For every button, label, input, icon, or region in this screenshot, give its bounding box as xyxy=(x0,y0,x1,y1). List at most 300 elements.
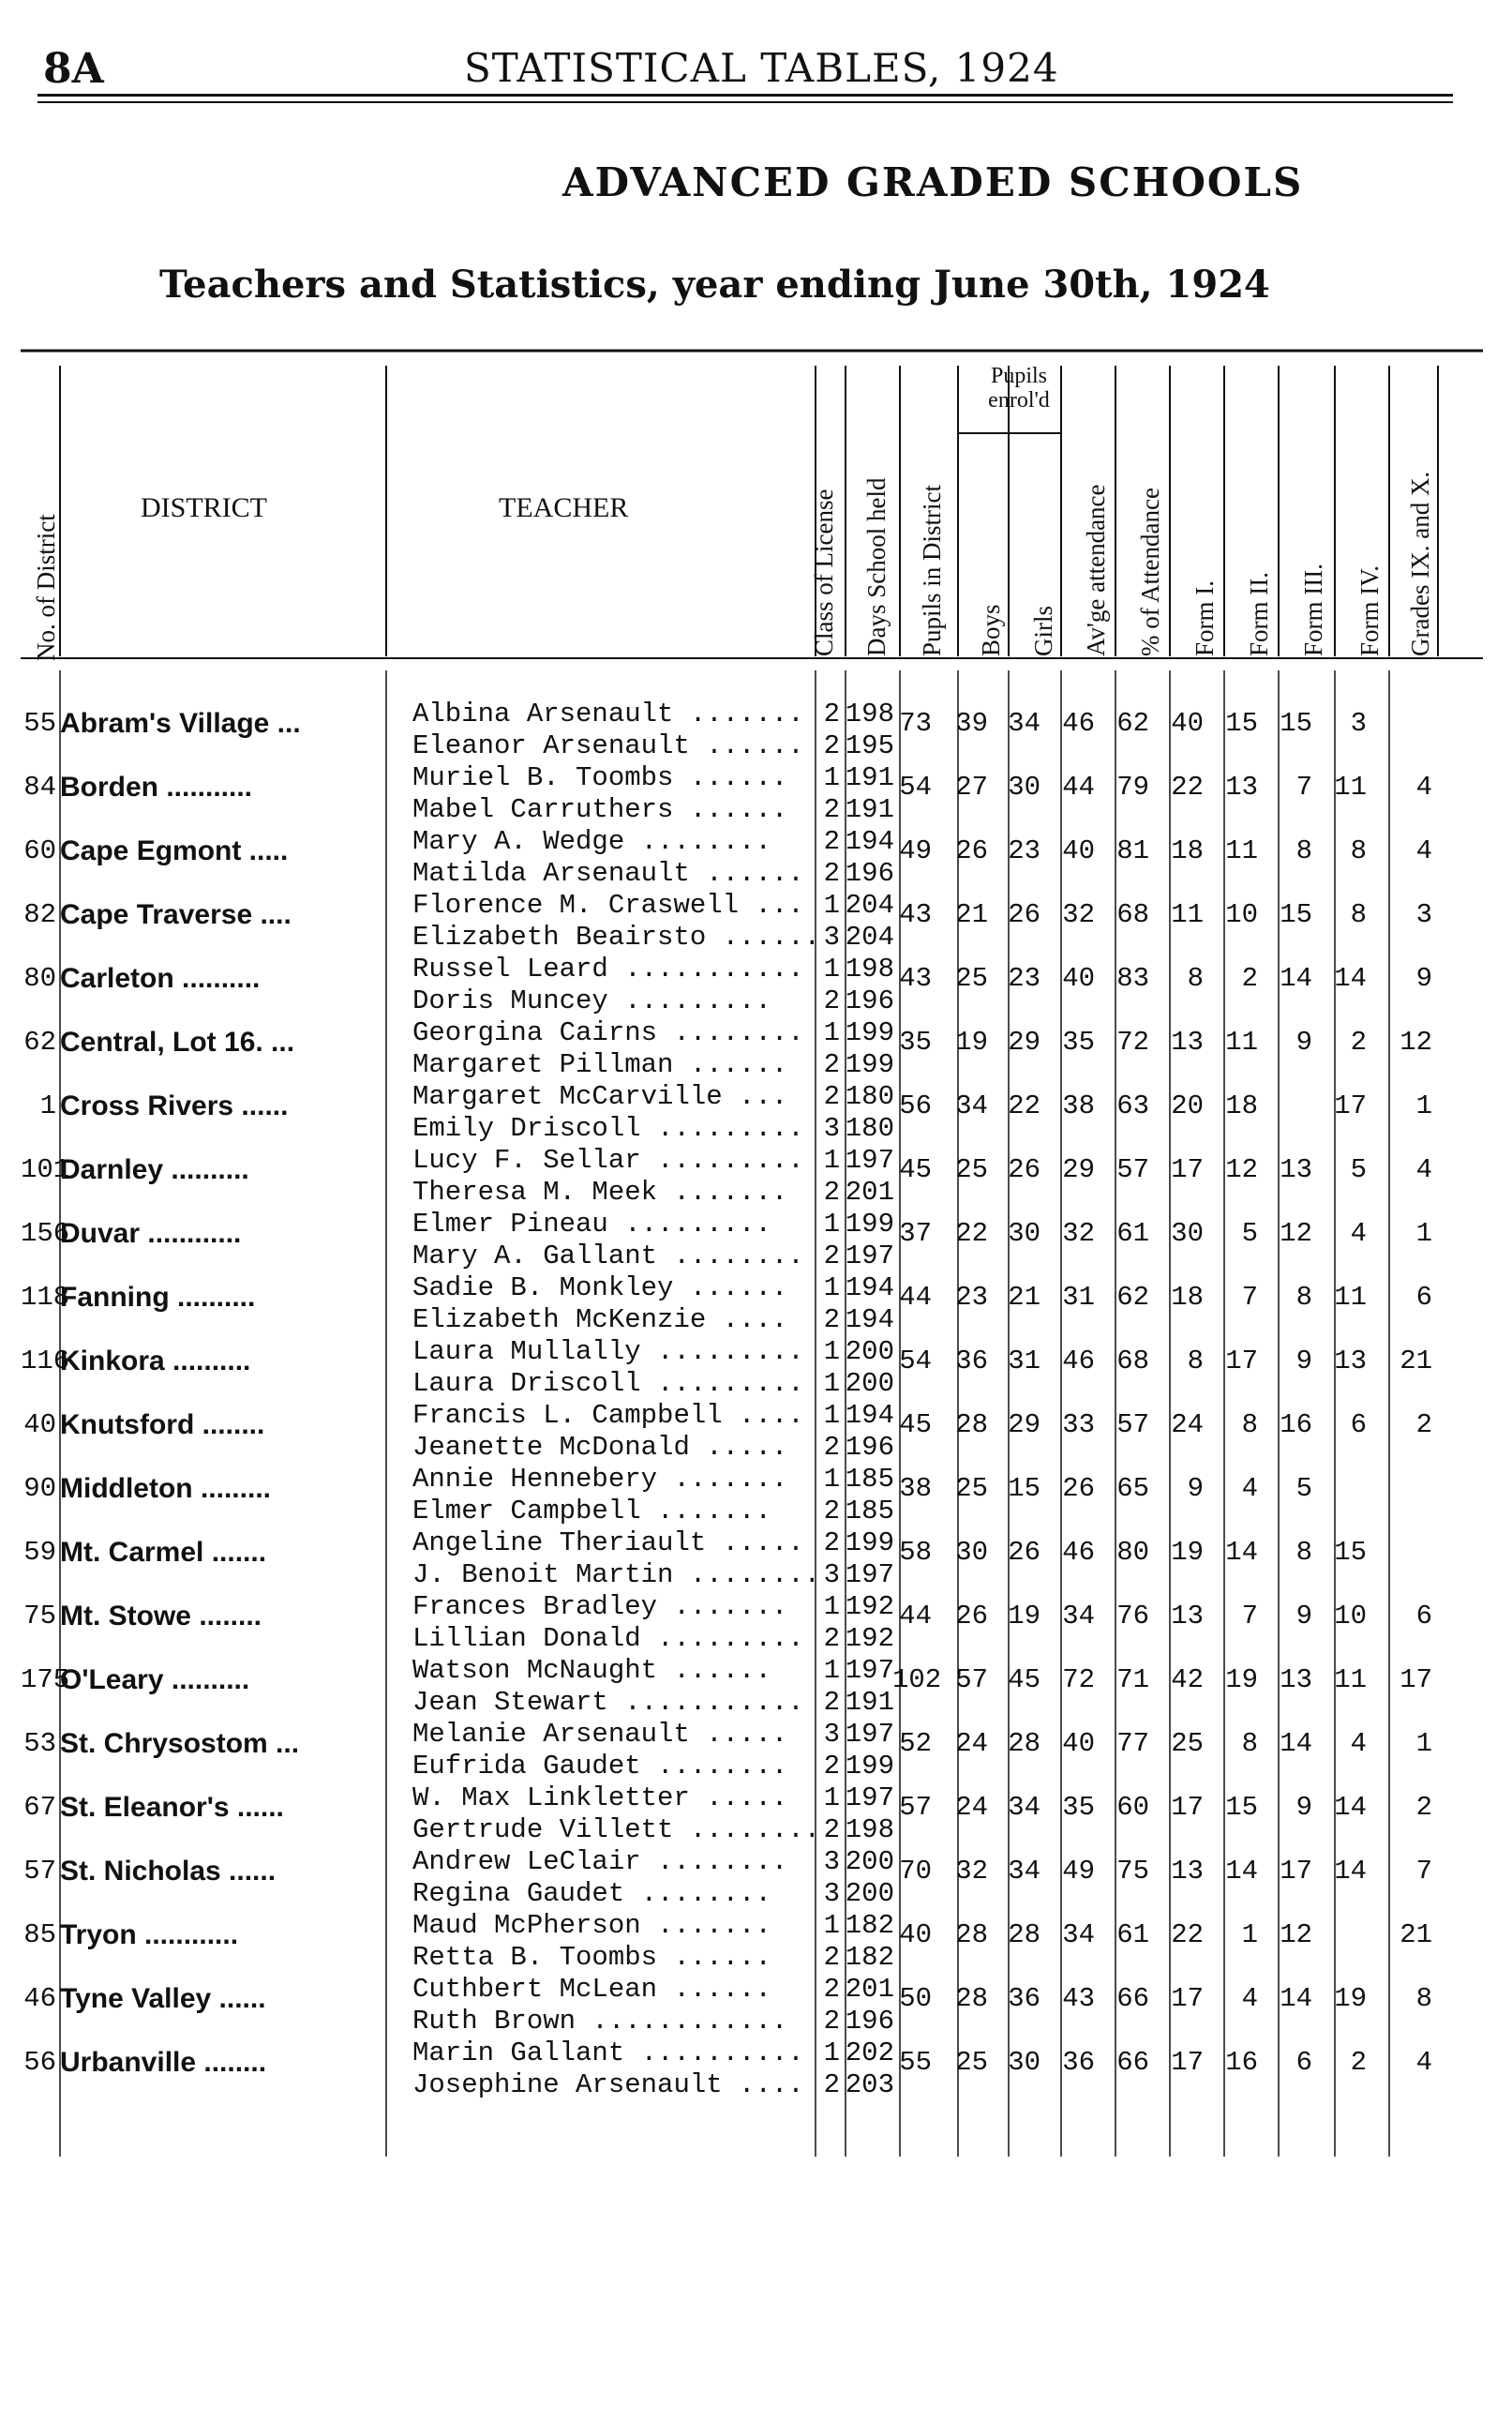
cell-pct: 62 xyxy=(1116,1282,1149,1313)
cell-teacher: Melanie Arsenault ..... xyxy=(412,1719,788,1750)
cell-f4: 5 xyxy=(1350,1154,1367,1185)
cell-teacher: W. Max Linkletter ..... xyxy=(412,1782,788,1813)
cell-f1: 11 xyxy=(1171,899,1204,930)
cell-f4: 2 xyxy=(1350,1027,1367,1058)
table-row xyxy=(21,2038,1483,2111)
cell-teacher: Lillian Donald ......... xyxy=(412,1623,804,1654)
cell-license: 1 xyxy=(823,1209,840,1240)
cell-pupils: 50 xyxy=(899,1983,932,2014)
cell-days: 192 xyxy=(845,1591,894,1622)
cell-days: 198 xyxy=(845,954,894,985)
cell-pct: 57 xyxy=(1116,1409,1149,1440)
cell-f2: 15 xyxy=(1225,708,1258,739)
cell-f4: 10 xyxy=(1334,1601,1367,1632)
cell-boys: 26 xyxy=(955,1601,988,1632)
cell-f1: 19 xyxy=(1171,1537,1204,1568)
cell-days: 192 xyxy=(845,1623,894,1654)
col-header-district: DISTRICT xyxy=(141,492,267,523)
cell-pct: 80 xyxy=(1116,1537,1149,1568)
cell-days: 197 xyxy=(845,1559,894,1590)
cell-teacher: Francis L. Campbell .... xyxy=(412,1400,804,1431)
cell-license: 1 xyxy=(823,890,840,921)
cell-boys: 34 xyxy=(955,1090,988,1121)
cell-boys: 21 xyxy=(955,899,988,930)
cell-f2: 7 xyxy=(1241,1601,1258,1632)
cell-f2: 18 xyxy=(1225,1090,1258,1121)
cell-teacher: Margaret McCarville ... xyxy=(412,1081,788,1112)
cell-teacher: Jeanette McDonald ..... xyxy=(412,1432,788,1463)
cell-f4: 2 xyxy=(1350,2047,1367,2078)
cell-teacher: Doris Muncey ......... xyxy=(412,985,771,1016)
section-heading: ADVANCED GRADED SCHOOLS xyxy=(562,159,1304,205)
cell-avg: 35 xyxy=(1062,1792,1095,1823)
cell-girls: 23 xyxy=(1008,835,1040,866)
cell-f1: 22 xyxy=(1171,772,1204,803)
cell-pct: 75 xyxy=(1116,1856,1149,1887)
cell-license: 1 xyxy=(823,2038,840,2068)
cell-boys: 23 xyxy=(955,1282,988,1313)
cell-f2: 16 xyxy=(1225,2047,1258,2078)
cell-boys: 27 xyxy=(955,772,988,803)
cell-f2: 10 xyxy=(1225,899,1258,930)
cell-pupils: 45 xyxy=(899,1154,932,1185)
cell-teacher: Regina Gaudet ........ xyxy=(412,1878,771,1909)
cell-name: Cape Egmont ..... xyxy=(60,835,289,866)
cell-f3: 7 xyxy=(1295,772,1312,803)
cell-f3: 14 xyxy=(1280,963,1312,994)
cell-days: 203 xyxy=(845,2069,894,2100)
cell-f3: 8 xyxy=(1295,1537,1312,1568)
cell-f4: 15 xyxy=(1334,1537,1367,1568)
cell-g9: 4 xyxy=(1415,772,1432,803)
cell-avg: 43 xyxy=(1062,1983,1095,2014)
cell-f4: 8 xyxy=(1350,899,1367,930)
cell-f2: 4 xyxy=(1241,1473,1258,1504)
cell-name: Urbanville ........ xyxy=(60,2047,267,2078)
cell-days: 182 xyxy=(845,1910,894,1941)
cell-name: St. Chrysostom ... xyxy=(60,1728,300,1759)
cell-boys: 57 xyxy=(955,1664,988,1695)
cell-f4: 11 xyxy=(1334,772,1367,803)
cell-f1: 17 xyxy=(1171,2047,1204,2078)
cell-girls: 30 xyxy=(1008,2047,1040,2078)
cell-license: 2 xyxy=(823,1081,840,1112)
cell-teacher: Emily Driscoll ......... xyxy=(412,1113,804,1144)
cell-f4: 3 xyxy=(1350,708,1367,739)
cell-f2: 1 xyxy=(1241,1919,1258,1950)
section-subheading: Teachers and Statistics, year ending June 30th, 1924 xyxy=(159,263,1270,307)
cell-teacher: Georgina Cairns ........ xyxy=(412,1017,804,1048)
cell-f1: 18 xyxy=(1171,1282,1204,1313)
cell-girls: 34 xyxy=(1008,1792,1040,1823)
cell-pct: 61 xyxy=(1116,1218,1149,1249)
cell-pct: 71 xyxy=(1116,1664,1149,1695)
cell-days: 195 xyxy=(845,730,894,761)
cell-license: 1 xyxy=(823,1400,840,1431)
cell-f3: 15 xyxy=(1280,899,1312,930)
cell-pupils: 38 xyxy=(899,1473,932,1504)
cell-days: 185 xyxy=(845,1464,894,1495)
cell-pupils: 37 xyxy=(899,1218,932,1249)
cell-license: 1 xyxy=(823,1591,840,1622)
cell-no: 175 xyxy=(21,1664,70,1695)
col-header-days: Days School held xyxy=(862,477,891,656)
cell-girls: 28 xyxy=(1008,1728,1040,1759)
cell-girls: 26 xyxy=(1008,1154,1040,1185)
cell-teacher: Laura Mullally ......... xyxy=(412,1336,804,1367)
cell-name: Tryon ............ xyxy=(60,1919,239,1950)
cell-f3: 8 xyxy=(1295,835,1312,866)
cell-license: 1 xyxy=(823,1910,840,1941)
cell-pupils: 43 xyxy=(899,899,932,930)
cell-f3: 13 xyxy=(1280,1154,1312,1185)
cell-f4: 17 xyxy=(1334,1090,1367,1121)
cell-license: 3 xyxy=(823,1113,840,1144)
cell-teacher: Elizabeth Beairsto ...... xyxy=(412,922,821,953)
cell-license: 2 xyxy=(823,985,840,1016)
cell-avg: 44 xyxy=(1062,772,1095,803)
cell-g9: 21 xyxy=(1400,1346,1432,1376)
cell-f1: 8 xyxy=(1187,963,1204,994)
cell-license: 1 xyxy=(823,762,840,793)
cell-f3: 6 xyxy=(1295,2047,1312,2078)
cell-pupils: 55 xyxy=(899,2047,932,2078)
cell-avg: 35 xyxy=(1062,1027,1095,1058)
cell-f1: 8 xyxy=(1187,1346,1204,1376)
cell-g9: 4 xyxy=(1415,835,1432,866)
col-header-boys: Boys xyxy=(977,604,1005,656)
cell-avg: 40 xyxy=(1062,835,1095,866)
cell-f1: 25 xyxy=(1171,1728,1204,1759)
cell-days: 199 xyxy=(845,1527,894,1558)
cell-days: 191 xyxy=(845,762,894,793)
cell-pct: 68 xyxy=(1116,899,1149,930)
cell-f3: 12 xyxy=(1280,1919,1312,1950)
cell-pupils: 44 xyxy=(899,1601,932,1632)
cell-license: 2 xyxy=(823,1304,840,1335)
col-header-avg: Av'ge attendance xyxy=(1082,484,1110,656)
col-header-pupils: Pupils in District xyxy=(918,484,946,656)
cell-girls: 30 xyxy=(1008,772,1040,803)
cell-pupils: 49 xyxy=(899,835,932,866)
cell-f3: 5 xyxy=(1295,1473,1312,1504)
cell-name: Abram's Village ... xyxy=(60,708,301,739)
cell-pupils: 54 xyxy=(899,1346,932,1376)
cell-avg: 46 xyxy=(1062,708,1095,739)
cell-license: 1 xyxy=(823,1017,840,1048)
cell-girls: 29 xyxy=(1008,1027,1040,1058)
cell-name: O'Leary .......... xyxy=(60,1664,250,1695)
cell-f2: 11 xyxy=(1225,835,1258,866)
cell-teacher: Muriel B. Toombs ...... xyxy=(412,762,788,793)
cell-pupils: 43 xyxy=(899,963,932,994)
cell-days: 199 xyxy=(845,1017,894,1048)
cell-pct: 83 xyxy=(1116,963,1149,994)
cell-pct: 57 xyxy=(1116,1154,1149,1185)
cell-avg: 46 xyxy=(1062,1346,1095,1376)
cell-f3: 12 xyxy=(1280,1218,1312,1249)
cell-no: 82 xyxy=(23,899,56,930)
cell-avg: 33 xyxy=(1062,1409,1095,1440)
cell-days: 185 xyxy=(845,1496,894,1526)
cell-f2: 5 xyxy=(1241,1218,1258,1249)
cell-girls: 45 xyxy=(1008,1664,1040,1695)
cell-f1: 13 xyxy=(1171,1601,1204,1632)
cell-days: 197 xyxy=(845,1782,894,1813)
cell-teacher: Mary A. Wedge ........ xyxy=(412,826,771,857)
cell-name: Mt. Carmel ....... xyxy=(60,1537,267,1568)
cell-license: 2 xyxy=(823,730,840,761)
cell-name: Knutsford ........ xyxy=(60,1409,265,1440)
cell-boys: 28 xyxy=(955,1409,988,1440)
cell-license: 1 xyxy=(823,954,840,985)
cell-teacher: Florence M. Craswell ... xyxy=(412,890,804,921)
cell-days: 197 xyxy=(845,1241,894,1271)
cell-license: 2 xyxy=(823,1974,840,2005)
cell-g9: 3 xyxy=(1415,899,1432,930)
cell-no: 84 xyxy=(23,772,56,803)
cell-teacher: Andrew LeClair ........ xyxy=(412,1846,788,1877)
col-header-f2: Form II. xyxy=(1245,572,1273,656)
cell-name: St. Nicholas ...... xyxy=(60,1856,277,1887)
cell-f4: 11 xyxy=(1334,1282,1367,1313)
cell-days: 194 xyxy=(845,826,894,857)
cell-teacher: Annie Hennebery ....... xyxy=(412,1464,788,1495)
cell-boys: 32 xyxy=(955,1856,988,1887)
cell-no: 85 xyxy=(23,1919,56,1950)
cell-f3: 16 xyxy=(1280,1409,1312,1440)
cell-name: Borden ........... xyxy=(60,772,253,803)
cell-boys: 26 xyxy=(955,835,988,866)
statistics-table xyxy=(21,347,1483,2203)
cell-license: 2 xyxy=(823,1049,840,1080)
cell-f1: 13 xyxy=(1171,1027,1204,1058)
cell-days: 198 xyxy=(845,1814,894,1845)
col-header-f4: Form IV. xyxy=(1355,564,1384,656)
cell-f3: 17 xyxy=(1280,1856,1312,1887)
cell-g9: 17 xyxy=(1400,1664,1432,1695)
cell-avg: 40 xyxy=(1062,1728,1095,1759)
cell-f2: 14 xyxy=(1225,1856,1258,1887)
cell-avg: 34 xyxy=(1062,1601,1095,1632)
cell-days: 194 xyxy=(845,1400,894,1431)
cell-girls: 34 xyxy=(1008,1856,1040,1887)
cell-f3: 14 xyxy=(1280,1728,1312,1759)
cell-pct: 66 xyxy=(1116,2047,1149,2078)
cell-g9: 4 xyxy=(1415,1154,1432,1185)
cell-license: 1 xyxy=(823,1368,840,1399)
cell-f1: 9 xyxy=(1187,1473,1204,1504)
cell-no: 118 xyxy=(21,1282,70,1313)
cell-license: 3 xyxy=(823,922,840,953)
cell-teacher: Watson McNaught ...... xyxy=(412,1655,771,1686)
cell-g9: 8 xyxy=(1415,1983,1432,2014)
cell-pupils: 44 xyxy=(899,1282,932,1313)
cell-boys: 25 xyxy=(955,2047,988,2078)
cell-license: 1 xyxy=(823,1782,840,1813)
cell-teacher: J. Benoit Martin ........ xyxy=(412,1559,821,1590)
cell-license: 2 xyxy=(823,1942,840,1973)
cell-boys: 36 xyxy=(955,1346,988,1376)
cell-teacher: Elmer Pineau ......... xyxy=(412,1209,771,1240)
cell-f4: 14 xyxy=(1334,1792,1367,1823)
cell-days: 197 xyxy=(845,1719,894,1750)
col-header-pct: % of Attendance xyxy=(1136,488,1164,656)
cell-f1: 24 xyxy=(1171,1409,1204,1440)
col-header-teacher: TEACHER xyxy=(499,492,629,523)
cell-f2: 7 xyxy=(1241,1282,1258,1313)
cell-teacher: Gertrude Villett ........ xyxy=(412,1814,821,1845)
cell-days: 191 xyxy=(845,1687,894,1718)
cell-f3: 9 xyxy=(1295,1601,1312,1632)
cell-teacher: Marin Gallant .......... xyxy=(412,2038,804,2068)
cell-no: 40 xyxy=(23,1409,56,1440)
col-header-f1: Form I. xyxy=(1190,580,1219,656)
cell-f4: 4 xyxy=(1350,1728,1367,1759)
cell-g9: 4 xyxy=(1415,2047,1432,2078)
cell-license: 2 xyxy=(823,699,840,729)
cell-avg: 34 xyxy=(1062,1919,1095,1950)
cell-teacher: Matilda Arsenault ...... xyxy=(412,858,804,889)
cell-days: 204 xyxy=(845,922,894,953)
header-rule xyxy=(37,94,1453,97)
cell-no: 62 xyxy=(23,1027,56,1058)
cell-license: 2 xyxy=(823,2069,840,2100)
header-rule-thin xyxy=(37,101,1453,103)
cell-teacher: Josephine Arsenault .... xyxy=(412,2069,804,2100)
cell-f2: 14 xyxy=(1225,1537,1258,1568)
cell-boys: 22 xyxy=(955,1218,988,1249)
cell-g9: 21 xyxy=(1400,1919,1432,1950)
cell-f1: 17 xyxy=(1171,1154,1204,1185)
cell-teacher: Frances Bradley ....... xyxy=(412,1591,788,1622)
cell-no: 116 xyxy=(21,1346,70,1376)
cell-g9: 12 xyxy=(1400,1027,1432,1058)
page-header xyxy=(37,39,1453,96)
cell-license: 3 xyxy=(823,1559,840,1590)
cell-boys: 25 xyxy=(955,1473,988,1504)
cell-avg: 32 xyxy=(1062,899,1095,930)
cell-no: 46 xyxy=(23,1983,56,2014)
cell-teacher: Sadie B. Monkley ...... xyxy=(412,1272,788,1303)
cell-pct: 81 xyxy=(1116,835,1149,866)
cell-f1: 40 xyxy=(1171,708,1204,739)
cell-teacher: Ruth Brown ............ xyxy=(412,2006,788,2037)
cell-teacher: Maud McPherson ....... xyxy=(412,1910,771,1941)
cell-name: Mt. Stowe ........ xyxy=(60,1601,262,1632)
cell-avg: 46 xyxy=(1062,1537,1095,1568)
cell-pct: 77 xyxy=(1116,1728,1149,1759)
col-header-no: No. of District xyxy=(32,514,60,661)
cell-pct: 68 xyxy=(1116,1346,1149,1376)
cell-f1: 13 xyxy=(1171,1856,1204,1887)
cell-teacher: Retta B. Toombs ...... xyxy=(412,1942,771,1973)
cell-days: 180 xyxy=(845,1113,894,1144)
cell-teacher: Albina Arsenault ....... xyxy=(412,699,804,729)
running-title: STATISTICAL TABLES, 1924 xyxy=(464,45,1059,91)
cell-f4: 11 xyxy=(1334,1664,1367,1695)
cell-days: 197 xyxy=(845,1655,894,1686)
cell-f2: 13 xyxy=(1225,772,1258,803)
cell-license: 3 xyxy=(823,1878,840,1909)
col-header-girls: Girls xyxy=(1029,606,1057,656)
cell-avg: 49 xyxy=(1062,1856,1095,1887)
cell-f4: 14 xyxy=(1334,963,1367,994)
cell-license: 3 xyxy=(823,1719,840,1750)
cell-days: 200 xyxy=(845,1368,894,1399)
cell-teacher: Mabel Carruthers ...... xyxy=(412,794,788,825)
cell-days: 196 xyxy=(845,2006,894,2037)
cell-avg: 32 xyxy=(1062,1218,1095,1249)
cell-f3: 15 xyxy=(1280,708,1312,739)
cell-days: 201 xyxy=(845,1974,894,2005)
cell-license: 1 xyxy=(823,1464,840,1495)
cell-f2: 17 xyxy=(1225,1346,1258,1376)
cell-boys: 39 xyxy=(955,708,988,739)
cell-f3: 9 xyxy=(1295,1346,1312,1376)
cell-pupils: 35 xyxy=(899,1027,932,1058)
cell-days: 199 xyxy=(845,1751,894,1782)
cell-girls: 15 xyxy=(1008,1473,1040,1504)
cell-g9: 1 xyxy=(1415,1728,1432,1759)
cell-name: Carleton .......... xyxy=(60,963,261,994)
cell-f4: 4 xyxy=(1350,1218,1367,1249)
cell-license: 2 xyxy=(823,826,840,857)
cell-f3: 9 xyxy=(1295,1792,1312,1823)
cell-license: 2 xyxy=(823,1527,840,1558)
cell-f1: 30 xyxy=(1171,1218,1204,1249)
cell-g9: 6 xyxy=(1415,1282,1432,1313)
cell-no: 53 xyxy=(23,1728,56,1759)
cell-f4: 19 xyxy=(1334,1983,1367,2014)
cell-days: 199 xyxy=(845,1209,894,1240)
cell-f4: 6 xyxy=(1350,1409,1367,1440)
cell-girls: 19 xyxy=(1008,1601,1040,1632)
cell-license: 2 xyxy=(823,1814,840,1845)
cell-g9: 1 xyxy=(1415,1218,1432,1249)
cell-girls: 31 xyxy=(1008,1346,1040,1376)
cell-avg: 26 xyxy=(1062,1473,1095,1504)
cell-g9: 2 xyxy=(1415,1792,1432,1823)
cell-girls: 28 xyxy=(1008,1919,1040,1950)
cell-license: 2 xyxy=(823,1241,840,1271)
cell-no: 59 xyxy=(23,1537,56,1568)
cell-boys: 25 xyxy=(955,1154,988,1185)
cell-no: 57 xyxy=(23,1856,56,1887)
cell-f2: 8 xyxy=(1241,1728,1258,1759)
cell-g9: 1 xyxy=(1415,1090,1432,1121)
cell-license: 1 xyxy=(823,1145,840,1176)
col-header-enrol: Pupils enrol'd xyxy=(988,364,1050,413)
cell-license: 1 xyxy=(823,1272,840,1303)
cell-f4: 8 xyxy=(1350,835,1367,866)
cell-pupils: 73 xyxy=(899,708,932,739)
cell-teacher: Elmer Campbell ....... xyxy=(412,1496,771,1526)
cell-f2: 4 xyxy=(1241,1983,1258,2014)
cell-girls: 30 xyxy=(1008,1218,1040,1249)
cell-no: 156 xyxy=(21,1218,70,1249)
cell-girls: 34 xyxy=(1008,708,1040,739)
cell-teacher: Laura Driscoll ......... xyxy=(412,1368,804,1399)
cell-name: Tyne Valley ...... xyxy=(60,1983,266,2014)
cell-days: 197 xyxy=(845,1145,894,1176)
cell-name: Cape Traverse .... xyxy=(60,899,292,930)
cell-license: 2 xyxy=(823,794,840,825)
cell-f1: 17 xyxy=(1171,1983,1204,2014)
cell-f2: 15 xyxy=(1225,1792,1258,1823)
cell-days: 180 xyxy=(845,1081,894,1112)
col-header-f3: Form III. xyxy=(1299,564,1327,656)
